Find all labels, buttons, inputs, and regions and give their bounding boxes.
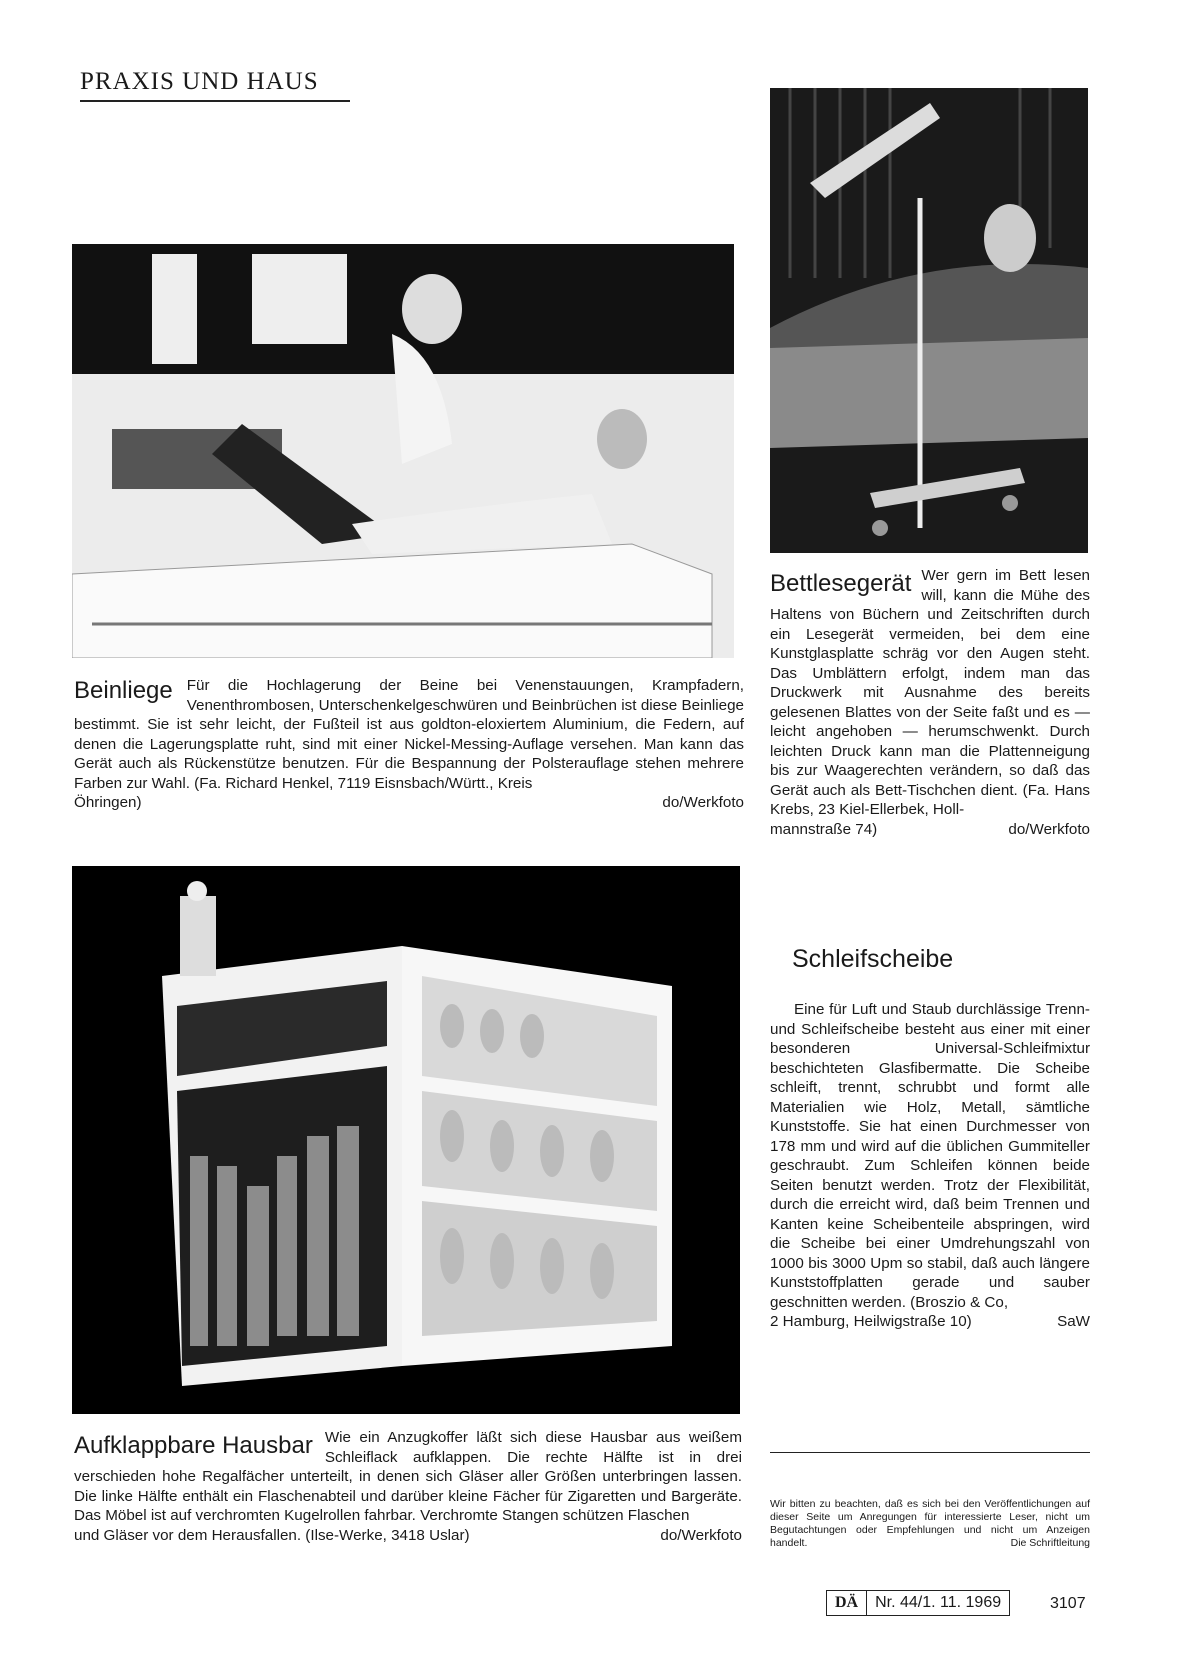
journal-logo: DÄ: [827, 1591, 867, 1615]
schleifscheibe-body: Eine für Luft und Staub durchlässige Trenn- und Schleifscheibe besteht aus einer mit einer besonderen Universal-Schleifmixtur beschichteten Glasfibermatte. Die Scheibe schleift, trennt, schrubbt und formt alle Materialien wie Holz, Metall, sämtliche Kunststoffe. Sie hat einen Durchmesser von 178 mm und wird auf die üblichen Gummiteller geschraubt. Zum Schleifen können beide Seiten benutzt werden. Trotz der Flexibilität, durch die erreicht wird, daß beim Trennen und Kanten keine Scheibenteile abspringen, wird die Scheibe bei einer Umdrehungszahl von 1000 bis 3000 Upm so stabil, daß auch längere Kunststoffplatten gerade und sauber geschnitten werden. (Broszio & Co,: [770, 1001, 1090, 1311]
beinliege-title: Beinliege: [74, 677, 173, 704]
hausbar-lead: Wie ein Anzugkoffer läßt sich diese Hausbar aus weißem Schleiflack aufklappen.: [324, 1429, 742, 1466]
bettlesegeraet-lead: Wer gern im Bett lesen will, kann: [921, 567, 1090, 604]
bettlesegeraet-last-line: mannstraße 74): [770, 820, 878, 838]
hausbar-body: Die rechte Hälfte ist in drei verschieden hohe Regalfächer unterteilt, in denen sich Gläser aller Größen unterbringen lassen. Die linke Hälfte enthält ein Flaschenabteil und darüber kleine Fächer für Zigaretten und Bargeräte. Das Möbel ist auf verchromten Kugelrollen fahrbar. Verchromte Stangen schützen Flaschen: [74, 1448, 742, 1524]
section-title: PRAXIS UND HAUS: [80, 68, 350, 102]
hausbar-last-line: und Gläser vor dem Herausfallen. (Ilse-Werke, 3418 Uslar): [74, 1526, 470, 1544]
bettlesegeraet-article: [770, 566, 1090, 839]
bettlesegeraet-body: die Mühe des Haltens von Büchern und Zeitschriften durch ein Lesegerät vermeiden, bei dem eine Kunstglasplatte schräg vor den Augen steht. Das Umblättern erfolgt, indem man das Druckwerk mit Ausnahme des bereits gelesenen Blattes von der Seite faßt und es — leicht angehoben — herumschwenkt. Durch leichten Druck kann man die Plattenneigung bis zur Waagerechten verändern, so daß das Gerät auch als Bett-Tischchen dient. (Fa. Hans Krebs, 23 Kiel-Ellerbek, Holl-: [770, 586, 1090, 818]
beinliege-last-line: Öhringen): [74, 794, 142, 811]
beinliege-body: Sie ist sehr leicht, der Fußteil ist aus goldton-eloxiertem Aluminium, die Federn, auf denen die Lagerungsplatte ruht, sind mit einer Nickel-Messing-Auflage versehen. Man kann das Gerät auch als Rückenstütze benutzen. Für die Bespannung der Polsterauflage stehen mehrere Farben zur Wahl. (Fa. Richard Henkel, 7119 Eisnsbach/Württ., Kreis: [74, 716, 744, 792]
beinliege-photo: [72, 244, 734, 658]
beinliege-article: [74, 676, 744, 813]
hausbar-photo: [72, 866, 740, 1414]
bettlesegeraet-title: Bettlesegerät: [770, 570, 912, 597]
page-number: 3107: [1050, 1595, 1086, 1612]
schleifscheibe-credit: SaW: [1057, 1313, 1090, 1330]
hausbar-title: Aufklappbare Hausbar: [74, 1432, 313, 1459]
hausbar-credit: do/Werkfoto: [660, 1526, 742, 1544]
schleifscheibe-article: [770, 1000, 1090, 1332]
beinliege-lead: Für die Hochlagerung der Beine bei Venenstauungen, Krampfadern, Venenthrombosen, Unterschenkelgeschwüren und Beinbrüchen ist diese Beinliege bestimmt.: [74, 677, 744, 733]
issue-box: [826, 1590, 1010, 1616]
note-divider: [770, 1452, 1090, 1453]
schleifscheibe-last-line: 2 Hamburg, Heilwigstraße 10): [770, 1313, 972, 1330]
issue-number: Nr. 44/1. 11. 1969: [875, 1594, 1002, 1611]
bettlesegeraet-photo: [770, 88, 1088, 553]
editor-note-text: Wir bitten zu beachten, daß es sich bei den Veröffentlichungen auf dieser Seite um Anregungen für interessierte Leser, nicht um Begutachtungen oder Empfehlungen und nicht um Anzeigen handelt.: [770, 1498, 1090, 1549]
bettlesegeraet-credit: do/Werkfoto: [1008, 820, 1090, 838]
editor-note-signature: Die Schriftleitung: [1010, 1537, 1090, 1549]
hausbar-article: [74, 1428, 742, 1545]
schleifscheibe-title: Schleifscheibe: [792, 945, 954, 973]
editor-note: [770, 1498, 1090, 1550]
beinliege-credit: do/Werkfoto: [662, 794, 744, 811]
